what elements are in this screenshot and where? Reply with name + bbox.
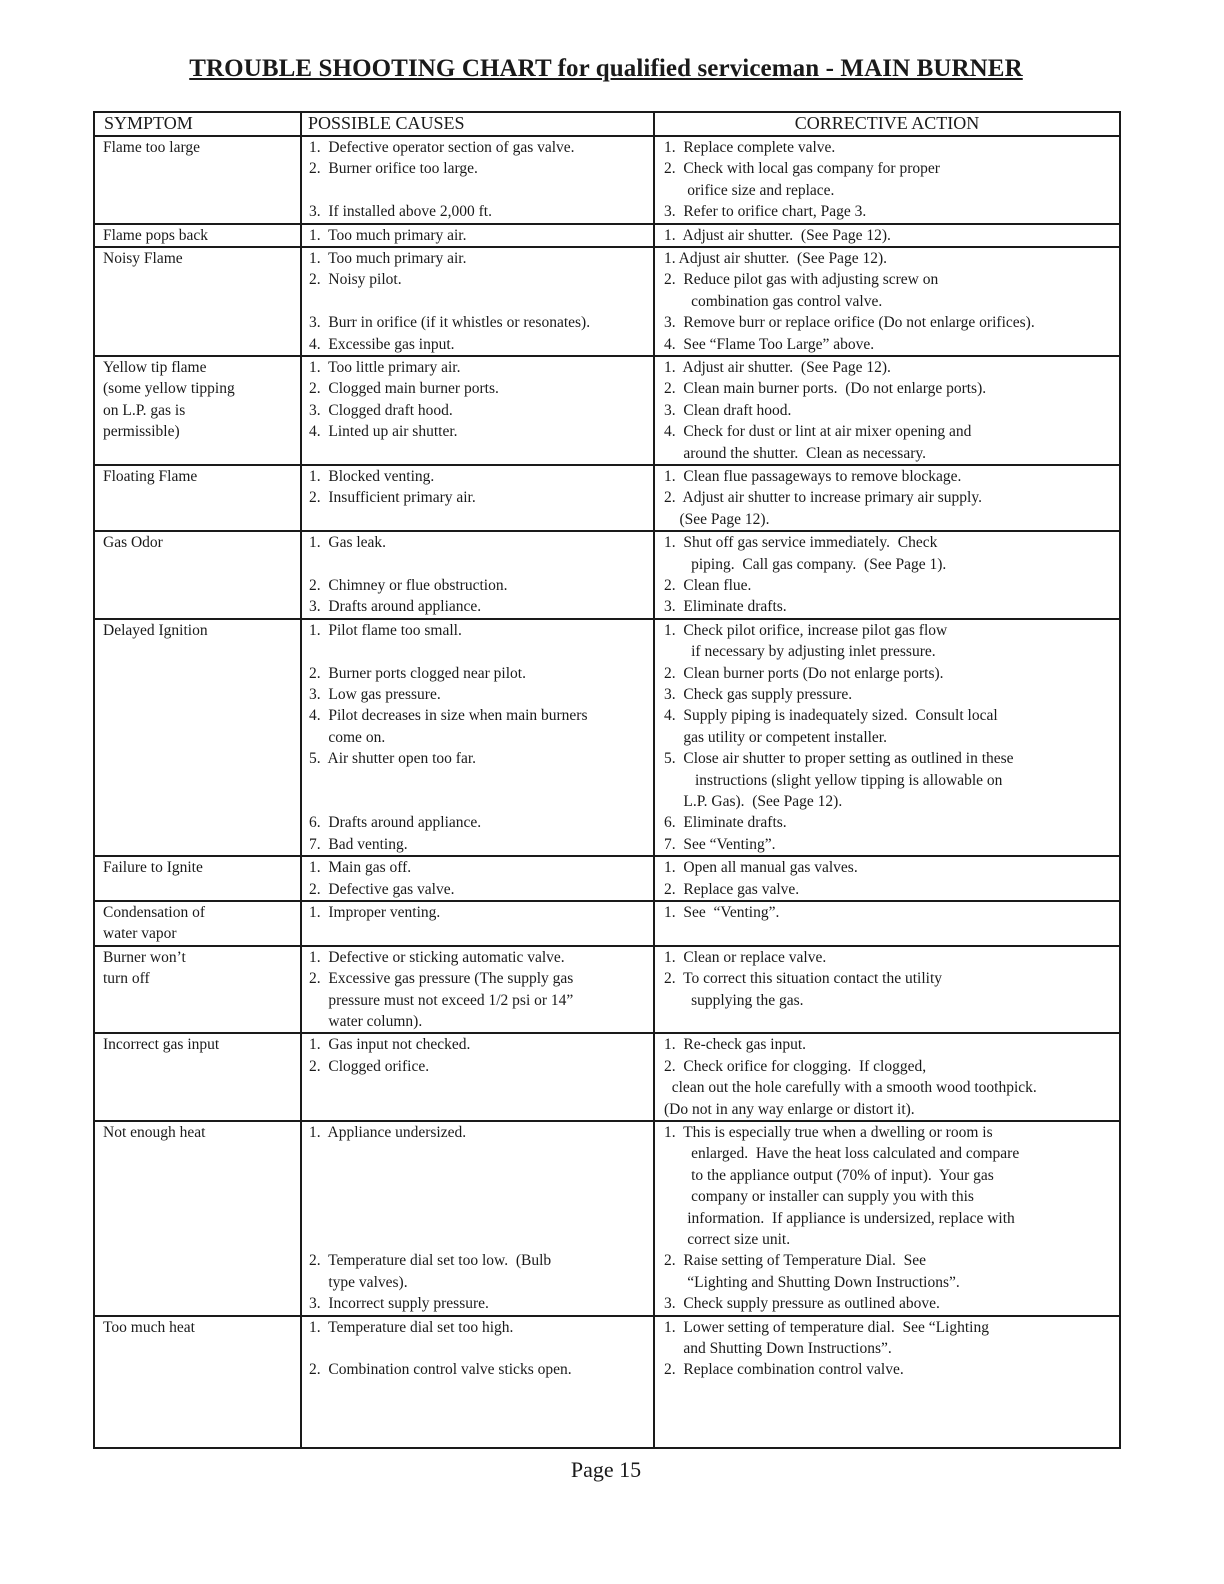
actions-line: 1. Shut off gas service immediately. Check xyxy=(664,534,938,552)
symptom-line: permissible) xyxy=(103,423,180,441)
actions-cell xyxy=(654,619,1119,856)
symptom-line: Not enough heat xyxy=(103,1123,206,1141)
actions-line: 2. Check with local gas company for proper xyxy=(664,160,940,178)
page-title: TROUBLE SHOOTING CHART for qualified serviceman - MAIN BURNER xyxy=(189,55,1023,82)
symptom-line: turn off xyxy=(103,970,150,988)
causes-line: come on. xyxy=(309,728,386,746)
actions-line: combination gas control valve. xyxy=(664,292,883,310)
actions-line: 2. Clean flue. xyxy=(664,576,752,594)
actions-line: piping. Call gas company. (See Page 1). xyxy=(664,555,947,573)
chart-table xyxy=(95,113,1119,1448)
table-row-not-enough-heat xyxy=(95,1121,1119,1316)
symptom-line: Floating Flame xyxy=(103,467,198,485)
actions-line: 1. See “Venting”. xyxy=(664,903,780,921)
page-number: Page 15 xyxy=(570,1457,642,1482)
actions-line: enlarged. Have the heat loss calculated and compare xyxy=(664,1145,1020,1163)
symptom-cell xyxy=(95,901,301,946)
symptom-line: Condensation of xyxy=(103,903,206,921)
trouble-shooting-chart xyxy=(93,111,1121,1449)
causes-line: 1. Too little primary air. xyxy=(309,358,461,376)
actions-line: 3. Remove burr or replace orifice (Do not enlarge orifices). xyxy=(664,314,1035,332)
actions-cell xyxy=(654,1121,1119,1316)
actions-cell xyxy=(654,247,1119,356)
table-row-flame-pops-back xyxy=(95,224,1119,247)
causes-line xyxy=(309,291,653,312)
actions-line: 2. Replace gas valve. xyxy=(664,880,800,898)
actions-line: 1. Replace complete valve. xyxy=(664,139,836,156)
symptom-line: Gas Odor xyxy=(103,534,163,552)
causes-cell xyxy=(301,619,654,856)
symptom-cell xyxy=(95,619,301,856)
symptom-cell xyxy=(95,356,301,465)
causes-line: 4. Linted up air shutter. xyxy=(309,423,458,441)
actions-line: if necessary by adjusting inlet pressure. xyxy=(664,643,936,661)
causes-line: 2. Clogged main burner ports. xyxy=(309,380,499,398)
causes-line: 2. Insufficient primary air. xyxy=(309,489,476,507)
actions-line: (See Page 12). xyxy=(664,510,770,528)
actions-line: L.P. Gas). (See Page 12). xyxy=(664,792,843,810)
symptom-cell xyxy=(95,856,301,901)
causes-line xyxy=(309,791,653,812)
causes-line: 3. Clogged draft hood. xyxy=(309,401,453,419)
table-row-too-much-heat xyxy=(95,1316,1119,1448)
causes-line xyxy=(309,1208,653,1229)
actions-line: 7. See “Venting”. xyxy=(664,835,776,853)
actions-cell xyxy=(654,224,1119,247)
actions-line: 3. Clean draft hood. xyxy=(664,401,792,419)
causes-line: 2. Burner orifice too large. xyxy=(309,160,478,178)
causes-line: 6. Drafts around appliance. xyxy=(309,814,482,832)
symptom-cell xyxy=(95,1121,301,1316)
actions-line: 2. Reduce pilot gas with adjusting screw on xyxy=(664,271,939,289)
actions-cell xyxy=(654,1316,1119,1448)
symptom-cell xyxy=(95,1033,301,1121)
causes-line: 2. Chimney or flue obstruction. xyxy=(309,576,508,594)
causes-line: 1. Too much primary air. xyxy=(309,226,467,244)
causes-line xyxy=(309,770,653,791)
symptom-line: Noisy Flame xyxy=(103,249,183,267)
symptom-line: Delayed Ignition xyxy=(103,621,208,639)
table-row-delayed-ignition xyxy=(95,619,1119,856)
causes-line: 3. If installed above 2,000 ft. xyxy=(309,203,492,221)
symptom-cell xyxy=(95,1316,301,1448)
causes-cell xyxy=(301,465,654,531)
causes-line: 1. Pilot flame too small. xyxy=(309,621,462,639)
actions-line: (Do not in any way enlarge or distort it). xyxy=(664,1100,915,1118)
actions-line: 1. Adjust air shutter. (See Page 12). xyxy=(664,226,891,244)
symptom-line: Yellow tip flame xyxy=(103,358,207,376)
causes-line: 3. Burr in orifice (if it whistles or resonates). xyxy=(309,314,591,332)
causes-line xyxy=(309,1165,653,1186)
table-row-flame-too-large xyxy=(95,136,1119,224)
causes-line xyxy=(309,554,653,575)
causes-line xyxy=(309,1229,653,1250)
causes-line xyxy=(309,1186,653,1207)
causes-line xyxy=(309,1143,653,1164)
actions-cell xyxy=(654,1033,1119,1121)
actions-line: supplying the gas. xyxy=(664,991,804,1009)
causes-line: pressure must not exceed 1/2 psi or 14” xyxy=(309,991,574,1009)
causes-line: 3. Drafts around appliance. xyxy=(309,598,482,616)
causes-line: 1. Temperature dial set too high. xyxy=(309,1318,514,1336)
causes-line: 1. Too much primary air. xyxy=(309,249,467,267)
header-row xyxy=(95,113,1119,136)
symptom-line: Failure to Ignite xyxy=(103,859,203,877)
symptom-line: on L.P. gas is xyxy=(103,401,186,419)
causes-line: 1. Defective or sticking automatic valve. xyxy=(309,948,565,966)
actions-line: 1. Clean or replace valve. xyxy=(664,948,827,966)
actions-line: 1. Clean flue passageways to remove blockage. xyxy=(664,467,962,485)
actions-line: 3. Eliminate drafts. xyxy=(664,598,787,616)
actions-line: 2. To correct this situation contact the utility xyxy=(664,970,943,988)
symptom-line: Flame too large xyxy=(103,139,200,156)
causes-line: 1. Main gas off. xyxy=(309,859,412,877)
causes-cell xyxy=(301,531,654,619)
actions-line: to the appliance output (70% of input). Your gas xyxy=(664,1166,994,1184)
causes-line: 2. Burner ports clogged near pilot. xyxy=(309,664,526,682)
causes-line: water column). xyxy=(309,1012,423,1030)
actions-line: 1. Check pilot orifice, increase pilot gas flow xyxy=(664,621,948,639)
actions-cell xyxy=(654,531,1119,619)
actions-line: orifice size and replace. xyxy=(664,181,835,199)
causes-line: type valves). xyxy=(309,1273,408,1291)
causes-line: 2. Combination control valve sticks open. xyxy=(309,1361,572,1379)
symptom-line: (some yellow tipping xyxy=(103,380,235,398)
causes-line: 5. Air shutter open too far. xyxy=(309,750,477,768)
actions-line: 1. Adjust air shutter. (See Page 12). xyxy=(664,358,891,376)
table-row-floating-flame xyxy=(95,465,1119,531)
symptom-line: Too much heat xyxy=(103,1318,195,1336)
causes-cell xyxy=(301,356,654,465)
table-row-gas-odor xyxy=(95,531,1119,619)
actions-line: around the shutter. Clean as necessary. xyxy=(664,444,926,462)
actions-line: 1. Re-check gas input. xyxy=(664,1036,807,1054)
actions-line: gas utility or competent installer. xyxy=(664,728,887,746)
actions-line: 3. Check supply pressure as outlined above. xyxy=(664,1295,940,1313)
actions-line: 1. Adjust air shutter. (See Page 12). xyxy=(664,249,887,267)
actions-cell xyxy=(654,356,1119,465)
table-row-yellow-tip-flame xyxy=(95,356,1119,465)
actions-cell xyxy=(654,901,1119,946)
causes-cell xyxy=(301,224,654,247)
actions-line: 2. Check orifice for clogging. If clogged, xyxy=(664,1057,927,1075)
actions-line: 2. Adjust air shutter to increase primary air supply. xyxy=(664,489,982,507)
actions-line: 2. Clean main burner ports. (Do not enlarge ports). xyxy=(664,380,987,398)
possible-causes-header: POSSIBLE CAUSES xyxy=(301,113,654,136)
actions-cell xyxy=(654,136,1119,224)
actions-line: clean out the hole carefully with a smooth wood toothpick. xyxy=(664,1079,1037,1097)
actions-line: 4. Check for dust or lint at air mixer opening and xyxy=(664,423,972,441)
causes-line xyxy=(309,180,653,201)
actions-cell xyxy=(654,465,1119,531)
symptom-line: water vapor xyxy=(103,925,177,943)
actions-line: 2. Clean burner ports (Do not enlarge ports). xyxy=(664,664,944,682)
actions-line: 3. Refer to orifice chart, Page 3. xyxy=(664,203,867,221)
causes-line xyxy=(309,641,653,662)
symptom-cell xyxy=(95,224,301,247)
causes-cell xyxy=(301,136,654,224)
corrective-action-header: CORRECTIVE ACTION xyxy=(654,113,1119,136)
causes-line: 3. Low gas pressure. xyxy=(309,685,441,703)
causes-line: 3. Incorrect supply pressure. xyxy=(309,1295,489,1313)
symptom-line: Burner won’t xyxy=(103,948,186,966)
actions-line: 2. Raise setting of Temperature Dial. See xyxy=(664,1252,927,1270)
symptom-cell xyxy=(95,946,301,1034)
actions-line: “Lighting and Shutting Down Instructions”. xyxy=(664,1273,960,1291)
causes-cell xyxy=(301,247,654,356)
table-row-failure-to-ignite xyxy=(95,856,1119,901)
causes-line: 7. Bad venting. xyxy=(309,835,408,853)
symptom-line: Flame pops back xyxy=(103,226,209,244)
actions-cell xyxy=(654,946,1119,1034)
symptom-header: SYMPTOM xyxy=(95,113,301,136)
actions-line: 1. Lower setting of temperature dial. See “Lighting xyxy=(664,1318,989,1336)
causes-cell xyxy=(301,946,654,1034)
actions-line: 1. Open all manual gas valves. xyxy=(664,859,858,877)
symptom-cell xyxy=(95,136,301,224)
causes-line: 2. Temperature dial set too low. (Bulb xyxy=(309,1252,552,1270)
causes-cell xyxy=(301,1121,654,1316)
causes-line xyxy=(309,1338,653,1359)
causes-cell xyxy=(301,856,654,901)
actions-line: 4. See “Flame Too Large” above. xyxy=(664,335,875,353)
actions-line: 6. Eliminate drafts. xyxy=(664,814,787,832)
causes-line: 2. Clogged orifice. xyxy=(309,1057,430,1075)
causes-line: 4. Excessibe gas input. xyxy=(309,335,455,353)
causes-line: 1. Blocked venting. xyxy=(309,467,435,485)
causes-line: 1. Defective operator section of gas valve. xyxy=(309,139,575,156)
actions-line: instructions (slight yellow tipping is allowable on xyxy=(664,771,1003,789)
chart-body xyxy=(95,136,1119,1448)
table-row-incorrect-gas-input xyxy=(95,1033,1119,1121)
causes-line: 1. Gas input not checked. xyxy=(309,1036,471,1054)
actions-line: and Shutting Down Instructions”. xyxy=(664,1339,892,1357)
actions-cell xyxy=(654,856,1119,901)
symptom-cell xyxy=(95,465,301,531)
causes-cell xyxy=(301,1033,654,1121)
table-row-noisy-flame xyxy=(95,247,1119,356)
symptom-cell xyxy=(95,247,301,356)
causes-cell xyxy=(301,901,654,946)
actions-line: correct size unit. xyxy=(664,1230,791,1248)
actions-line: 3. Check gas supply pressure. xyxy=(664,685,853,703)
causes-line: 2. Noisy pilot. xyxy=(309,271,402,289)
causes-cell xyxy=(301,1316,654,1448)
actions-line: information. If appliance is undersized, replace with xyxy=(664,1209,1015,1227)
causes-line: 4. Pilot decreases in size when main burners xyxy=(309,707,588,725)
actions-line: 5. Close air shutter to proper setting as outlined in these xyxy=(664,750,1014,768)
actions-line: 2. Replace combination control valve. xyxy=(664,1361,904,1379)
actions-line: 1. This is especially true when a dwelling or room is xyxy=(664,1123,993,1141)
table-row-condensation xyxy=(95,901,1119,946)
causes-line: 2. Excessive gas pressure (The supply gas xyxy=(309,970,574,988)
symptom-cell xyxy=(95,531,301,619)
causes-line: 1. Gas leak. xyxy=(309,534,387,552)
causes-line: 1. Improper venting. xyxy=(309,903,441,921)
symptom-line: Incorrect gas input xyxy=(103,1036,220,1054)
actions-line: 4. Supply piping is inadequately sized. Consult local xyxy=(664,707,998,725)
causes-line: 1. Appliance undersized. xyxy=(309,1123,467,1141)
causes-line: 2. Defective gas valve. xyxy=(309,880,455,898)
actions-line: company or installer can supply you with this xyxy=(664,1188,974,1206)
table-row-burner-wont-turn-off xyxy=(95,946,1119,1034)
